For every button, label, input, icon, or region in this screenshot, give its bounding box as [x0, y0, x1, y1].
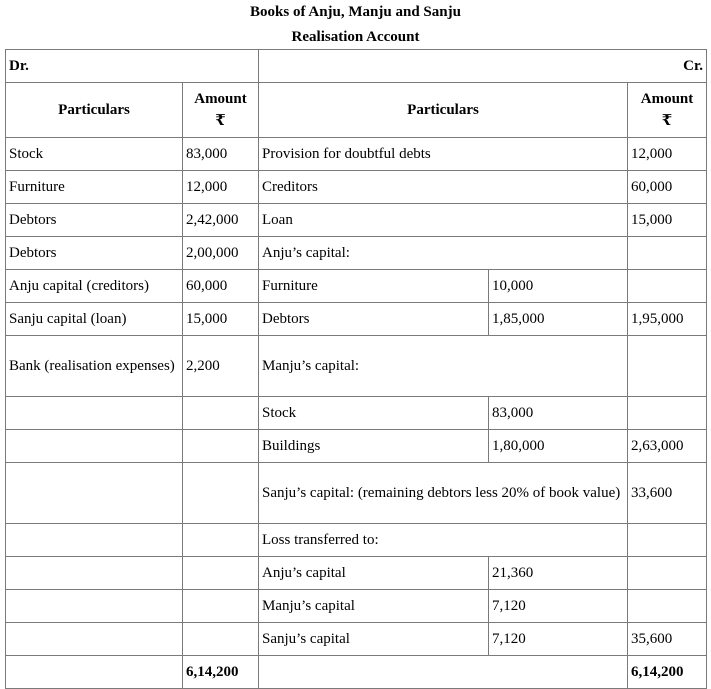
- cr-amount-header: [628, 83, 707, 138]
- dr-particulars-header: Particulars: [6, 83, 183, 138]
- cr-amount: [628, 590, 707, 623]
- cr-particular: Manju’s capital: [259, 590, 489, 623]
- cr-sub-amount: 21,360: [489, 557, 628, 590]
- dr-amount-header: [183, 83, 259, 138]
- dr-particular: [6, 623, 183, 656]
- realisation-account-table: [5, 49, 707, 689]
- dr-particular: Bank (realisation expenses): [6, 336, 183, 397]
- totals-row: [6, 656, 707, 689]
- column-header-row: [6, 83, 707, 138]
- cr-amount: 2,63,000: [628, 430, 707, 463]
- table-row: [6, 524, 707, 557]
- dr-particular: [6, 557, 183, 590]
- cr-particular: Furniture: [259, 270, 489, 303]
- cr-amount: [628, 237, 707, 270]
- table-row: [6, 397, 707, 430]
- cr-rupee-symbol: ₹: [661, 113, 673, 129]
- table-row: [6, 270, 707, 303]
- cr-amount: 60,000: [628, 171, 707, 204]
- dr-amount: [183, 397, 259, 430]
- dr-amount: 2,200: [183, 336, 259, 397]
- account-title: Realisation Account: [291, 29, 420, 45]
- table-row: [6, 138, 707, 171]
- cr-amount: 12,000: [628, 138, 707, 171]
- dr-particular: [6, 397, 183, 430]
- cr-amount: [628, 524, 707, 557]
- cr-particular: Anju’s capital:: [259, 237, 628, 270]
- table-row: [6, 430, 707, 463]
- cr-amount: 1,95,000: [628, 303, 707, 336]
- cr-sub-amount: 1,80,000: [489, 430, 628, 463]
- credit-side-label: Cr.: [259, 50, 707, 83]
- cr-particulars-header: Particulars: [259, 83, 628, 138]
- cr-particular: Creditors: [259, 171, 628, 204]
- cr-sub-amount: 10,000: [489, 270, 628, 303]
- cr-particular: Manju’s capital:: [259, 336, 628, 397]
- table-row: [6, 590, 707, 623]
- cr-particular: Buildings: [259, 430, 489, 463]
- dr-rupee-symbol: ₹: [215, 113, 226, 129]
- cr-particular: Provision for doubtful debts: [259, 138, 628, 171]
- cr-total-amount: 6,14,200: [628, 656, 707, 689]
- table-row: [6, 336, 707, 397]
- cr-particular: Stock: [259, 397, 489, 430]
- cr-sub-amount: 7,120: [489, 590, 628, 623]
- cr-amount: [628, 557, 707, 590]
- dr-particular: Sanju capital (loan): [6, 303, 183, 336]
- dr-cr-row: [6, 50, 707, 83]
- cr-sub-amount: 1,85,000: [489, 303, 628, 336]
- cr-sub-amount: 83,000: [489, 397, 628, 430]
- cr-particular: Anju’s capital: [259, 557, 489, 590]
- dr-amount: 83,000: [183, 138, 259, 171]
- table-row: [6, 557, 707, 590]
- cr-amount: [628, 397, 707, 430]
- cr-amount: 35,600: [628, 623, 707, 656]
- dr-particular: [6, 463, 183, 524]
- cr-particular: Sanju’s capital: [259, 623, 489, 656]
- dr-amount: 60,000: [183, 270, 259, 303]
- dr-total-amount: 6,14,200: [183, 656, 259, 689]
- document-title: Books of Anju, Manju and Sanju: [250, 4, 461, 20]
- dr-amount: 2,00,000: [183, 237, 259, 270]
- dr-amount: [183, 524, 259, 557]
- table-row: [6, 623, 707, 656]
- dr-amount: [183, 557, 259, 590]
- cr-particular: Loss transferred to:: [259, 524, 628, 557]
- table-row: [6, 237, 707, 270]
- dr-amount: 15,000: [183, 303, 259, 336]
- cr-total-label: [259, 656, 628, 689]
- cr-amount: [628, 270, 707, 303]
- dr-amount: [183, 463, 259, 524]
- dr-amount: [183, 590, 259, 623]
- cr-amount-label: Amount: [640, 91, 694, 107]
- cr-amount: [628, 336, 707, 397]
- cr-sub-amount: 7,120: [489, 623, 628, 656]
- dr-amount: [183, 623, 259, 656]
- dr-particular: Furniture: [6, 171, 183, 204]
- cr-particular: Loan: [259, 204, 628, 237]
- dr-amount: [183, 430, 259, 463]
- dr-amount-label: Amount: [194, 91, 247, 107]
- cr-particular: Debtors: [259, 303, 489, 336]
- table-row: [6, 303, 707, 336]
- debit-side-label: Dr.: [6, 50, 259, 83]
- dr-particular: Debtors: [6, 237, 183, 270]
- dr-amount: 12,000: [183, 171, 259, 204]
- cr-amount: 33,600: [628, 463, 707, 524]
- table-row: [6, 204, 707, 237]
- dr-particular: Stock: [6, 138, 183, 171]
- table-row: [6, 463, 707, 524]
- dr-total-label: [6, 656, 183, 689]
- dr-particular: [6, 524, 183, 557]
- dr-particular: [6, 590, 183, 623]
- cr-amount: 15,000: [628, 204, 707, 237]
- cr-particular: Sanju’s capital: (remaining debtors less 20% of book value): [259, 463, 628, 524]
- dr-amount: 2,42,000: [183, 204, 259, 237]
- dr-particular: Anju capital (creditors): [6, 270, 183, 303]
- dr-particular: Debtors: [6, 204, 183, 237]
- dr-particular: [6, 430, 183, 463]
- table-row: [6, 171, 707, 204]
